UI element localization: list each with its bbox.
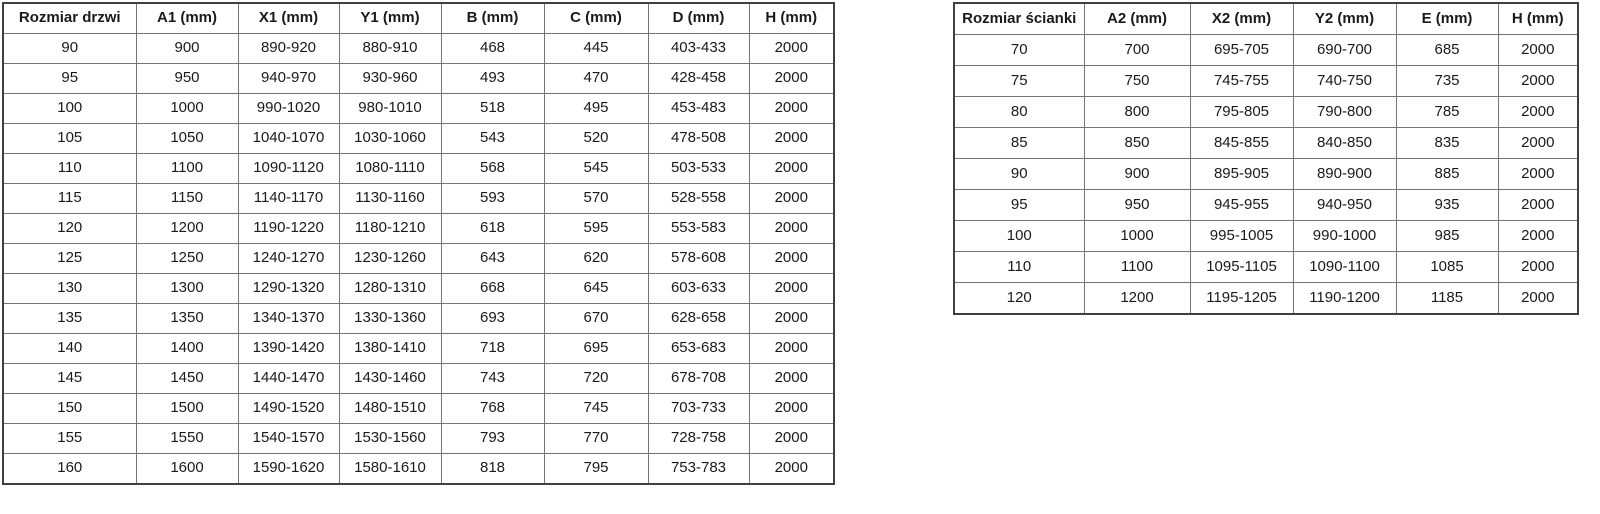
table-cell: 75 <box>954 66 1084 97</box>
wall-panel-size-table <box>953 2 1579 315</box>
table-cell: 160 <box>3 454 136 485</box>
table-cell: 703-733 <box>648 394 749 424</box>
column-header: A2 (mm) <box>1084 3 1190 35</box>
table-cell: 1400 <box>136 334 238 364</box>
table-cell: 840-850 <box>1293 128 1396 159</box>
table-cell: 528-558 <box>648 184 749 214</box>
table-cell: 985 <box>1396 221 1498 252</box>
table-cell: 1280-1310 <box>339 274 441 304</box>
table-cell: 545 <box>544 154 648 184</box>
table-cell: 95 <box>954 190 1084 221</box>
header-row <box>954 3 1578 35</box>
table-row <box>954 128 1578 159</box>
table-cell: 578-608 <box>648 244 749 274</box>
table-cell: 2000 <box>749 364 834 394</box>
table-cell: 2000 <box>749 304 834 334</box>
table-cell: 105 <box>3 124 136 154</box>
table-cell: 950 <box>1084 190 1190 221</box>
table-cell: 695 <box>544 334 648 364</box>
table-cell: 140 <box>3 334 136 364</box>
table-row <box>3 94 834 124</box>
table-cell: 2000 <box>749 394 834 424</box>
table-row <box>954 252 1578 283</box>
table-cell: 1480-1510 <box>339 394 441 424</box>
table-cell: 125 <box>3 244 136 274</box>
table-row <box>3 454 834 485</box>
table-row <box>3 154 834 184</box>
table-cell: 155 <box>3 424 136 454</box>
table-cell: 990-1000 <box>1293 221 1396 252</box>
table-cell: 553-583 <box>648 214 749 244</box>
table-cell: 668 <box>441 274 544 304</box>
column-header: Y2 (mm) <box>1293 3 1396 35</box>
table-cell: 700 <box>1084 35 1190 66</box>
table-cell: 1450 <box>136 364 238 394</box>
table-cell: 1090-1120 <box>238 154 339 184</box>
table-cell: 735 <box>1396 66 1498 97</box>
table-cell: 2000 <box>749 214 834 244</box>
table-row <box>3 364 834 394</box>
table-row <box>3 334 834 364</box>
table-cell: 1150 <box>136 184 238 214</box>
table-row <box>3 214 834 244</box>
table-cell: 1130-1160 <box>339 184 441 214</box>
table-cell: 603-633 <box>648 274 749 304</box>
table-cell: 890-900 <box>1293 159 1396 190</box>
table-cell: 930-960 <box>339 64 441 94</box>
column-header: X1 (mm) <box>238 3 339 34</box>
table-cell: 2000 <box>1498 190 1578 221</box>
table-cell: 478-508 <box>648 124 749 154</box>
table-cell: 2000 <box>1498 221 1578 252</box>
table-cell: 1380-1410 <box>339 334 441 364</box>
column-header: Y1 (mm) <box>339 3 441 34</box>
column-header: E (mm) <box>1396 3 1498 35</box>
table-cell: 935 <box>1396 190 1498 221</box>
table-cell: 595 <box>544 214 648 244</box>
table-cell: 95 <box>3 64 136 94</box>
table-cell: 693 <box>441 304 544 334</box>
table-cell: 950 <box>136 64 238 94</box>
table-cell: 1000 <box>1084 221 1190 252</box>
table-cell: 685 <box>1396 35 1498 66</box>
table-cell: 2000 <box>749 124 834 154</box>
table-cell: 620 <box>544 244 648 274</box>
table-cell: 445 <box>544 34 648 64</box>
table-cell: 753-783 <box>648 454 749 485</box>
table-cell: 1580-1610 <box>339 454 441 485</box>
table-cell: 2000 <box>1498 128 1578 159</box>
table-cell: 493 <box>441 64 544 94</box>
table-cell: 1240-1270 <box>238 244 339 274</box>
table-cell: 503-533 <box>648 154 749 184</box>
table-cell: 885 <box>1396 159 1498 190</box>
column-header: C (mm) <box>544 3 648 34</box>
table-cell: 995-1005 <box>1190 221 1293 252</box>
table-cell: 2000 <box>1498 252 1578 283</box>
column-header: A1 (mm) <box>136 3 238 34</box>
table-cell: 90 <box>3 34 136 64</box>
table-cell: 653-683 <box>648 334 749 364</box>
table-cell: 880-910 <box>339 34 441 64</box>
table-cell: 2000 <box>749 94 834 124</box>
column-header: Rozmiar ścianki <box>954 3 1084 35</box>
table-cell: 900 <box>136 34 238 64</box>
table-cell: 543 <box>441 124 544 154</box>
table-cell: 428-458 <box>648 64 749 94</box>
table-cell: 100 <box>954 221 1084 252</box>
table-cell: 1190-1200 <box>1293 283 1396 315</box>
table-cell: 945-955 <box>1190 190 1293 221</box>
table-cell: 120 <box>954 283 1084 315</box>
table-cell: 890-920 <box>238 34 339 64</box>
table-cell: 1290-1320 <box>238 274 339 304</box>
table-cell: 568 <box>441 154 544 184</box>
table-cell: 1590-1620 <box>238 454 339 485</box>
table-cell: 1330-1360 <box>339 304 441 334</box>
table-cell: 130 <box>3 274 136 304</box>
table-cell: 468 <box>441 34 544 64</box>
table-cell: 1250 <box>136 244 238 274</box>
table-cell: 1180-1210 <box>339 214 441 244</box>
table-cell: 85 <box>954 128 1084 159</box>
table-cell: 145 <box>3 364 136 394</box>
table-cell: 2000 <box>749 154 834 184</box>
table-cell: 770 <box>544 424 648 454</box>
table-cell: 1530-1560 <box>339 424 441 454</box>
table-cell: 1100 <box>136 154 238 184</box>
table-cell: 900 <box>1084 159 1190 190</box>
table-row <box>954 97 1578 128</box>
table-cell: 835 <box>1396 128 1498 159</box>
column-header: X2 (mm) <box>1190 3 1293 35</box>
table-cell: 2000 <box>749 334 834 364</box>
table-row <box>954 159 1578 190</box>
table-cell: 80 <box>954 97 1084 128</box>
table-cell: 1050 <box>136 124 238 154</box>
column-header: B (mm) <box>441 3 544 34</box>
table-cell: 643 <box>441 244 544 274</box>
table-cell: 70 <box>954 35 1084 66</box>
table-cell: 1500 <box>136 394 238 424</box>
table-row <box>3 34 834 64</box>
table-cell: 1340-1370 <box>238 304 339 334</box>
table-cell: 1350 <box>136 304 238 334</box>
table-cell: 1030-1060 <box>339 124 441 154</box>
table-cell: 1000 <box>136 94 238 124</box>
table-cell: 570 <box>544 184 648 214</box>
table-cell: 940-970 <box>238 64 339 94</box>
table-row <box>3 64 834 94</box>
table-row <box>3 424 834 454</box>
table-cell: 2000 <box>749 184 834 214</box>
table-row <box>954 35 1578 66</box>
table-cell: 690-700 <box>1293 35 1396 66</box>
column-header: Rozmiar drzwi <box>3 3 136 34</box>
table-cell: 520 <box>544 124 648 154</box>
table-cell: 768 <box>441 394 544 424</box>
table-cell: 453-483 <box>648 94 749 124</box>
table-row <box>954 190 1578 221</box>
table-row <box>954 221 1578 252</box>
table-cell: 1190-1220 <box>238 214 339 244</box>
table-cell: 1040-1070 <box>238 124 339 154</box>
table-cell: 645 <box>544 274 648 304</box>
table-cell: 1140-1170 <box>238 184 339 214</box>
table-row <box>3 124 834 154</box>
table-cell: 940-950 <box>1293 190 1396 221</box>
header-row <box>3 3 834 34</box>
table-cell: 2000 <box>749 274 834 304</box>
table-cell: 718 <box>441 334 544 364</box>
door-size-table <box>2 2 835 485</box>
table-cell: 1200 <box>136 214 238 244</box>
table-cell: 728-758 <box>648 424 749 454</box>
table-cell: 850 <box>1084 128 1190 159</box>
table-cell: 2000 <box>749 34 834 64</box>
table-cell: 618 <box>441 214 544 244</box>
table-cell: 795 <box>544 454 648 485</box>
table-row <box>3 394 834 424</box>
table-cell: 2000 <box>749 454 834 485</box>
table-cell: 593 <box>441 184 544 214</box>
table-cell: 1550 <box>136 424 238 454</box>
table-cell: 150 <box>3 394 136 424</box>
table-cell: 743 <box>441 364 544 394</box>
table-cell: 1185 <box>1396 283 1498 315</box>
table-cell: 470 <box>544 64 648 94</box>
table-cell: 980-1010 <box>339 94 441 124</box>
table-cell: 800 <box>1084 97 1190 128</box>
table-cell: 628-658 <box>648 304 749 334</box>
table-cell: 1540-1570 <box>238 424 339 454</box>
table-cell: 403-433 <box>648 34 749 64</box>
table-cell: 115 <box>3 184 136 214</box>
table-cell: 1390-1420 <box>238 334 339 364</box>
table-cell: 2000 <box>1498 97 1578 128</box>
column-header: D (mm) <box>648 3 749 34</box>
table-cell: 795-805 <box>1190 97 1293 128</box>
table-cell: 2000 <box>1498 35 1578 66</box>
table-cell: 695-705 <box>1190 35 1293 66</box>
table-cell: 1600 <box>136 454 238 485</box>
table-cell: 1200 <box>1084 283 1190 315</box>
table-cell: 678-708 <box>648 364 749 394</box>
table-row <box>3 274 834 304</box>
table-cell: 495 <box>544 94 648 124</box>
table-cell: 895-905 <box>1190 159 1293 190</box>
table-row <box>3 304 834 334</box>
table-cell: 1490-1520 <box>238 394 339 424</box>
table-cell: 1440-1470 <box>238 364 339 394</box>
table-cell: 1230-1260 <box>339 244 441 274</box>
table-cell: 1300 <box>136 274 238 304</box>
table-cell: 1100 <box>1084 252 1190 283</box>
table-cell: 790-800 <box>1293 97 1396 128</box>
table-cell: 1085 <box>1396 252 1498 283</box>
table-cell: 135 <box>3 304 136 334</box>
column-header: H (mm) <box>1498 3 1578 35</box>
table-cell: 2000 <box>749 244 834 274</box>
table-cell: 750 <box>1084 66 1190 97</box>
table-row <box>954 283 1578 315</box>
table-cell: 990-1020 <box>238 94 339 124</box>
table-cell: 2000 <box>749 64 834 94</box>
table-cell: 720 <box>544 364 648 394</box>
table-cell: 1080-1110 <box>339 154 441 184</box>
table-cell: 740-750 <box>1293 66 1396 97</box>
table-cell: 845-855 <box>1190 128 1293 159</box>
table-cell: 90 <box>954 159 1084 190</box>
table-cell: 120 <box>3 214 136 244</box>
table-cell: 793 <box>441 424 544 454</box>
table-cell: 670 <box>544 304 648 334</box>
table-cell: 785 <box>1396 97 1498 128</box>
column-header: H (mm) <box>749 3 834 34</box>
table-cell: 1430-1460 <box>339 364 441 394</box>
table-cell: 2000 <box>1498 66 1578 97</box>
table-cell: 110 <box>3 154 136 184</box>
table-cell: 745 <box>544 394 648 424</box>
table-cell: 100 <box>3 94 136 124</box>
table-cell: 1095-1105 <box>1190 252 1293 283</box>
table-row <box>3 244 834 274</box>
table-cell: 818 <box>441 454 544 485</box>
table-cell: 2000 <box>1498 159 1578 190</box>
table-cell: 518 <box>441 94 544 124</box>
table-cell: 1090-1100 <box>1293 252 1396 283</box>
table-cell: 110 <box>954 252 1084 283</box>
table-cell: 745-755 <box>1190 66 1293 97</box>
table-cell: 2000 <box>749 424 834 454</box>
table-row <box>954 66 1578 97</box>
table-row <box>3 184 834 214</box>
table-cell: 1195-1205 <box>1190 283 1293 315</box>
table-cell: 2000 <box>1498 283 1578 315</box>
